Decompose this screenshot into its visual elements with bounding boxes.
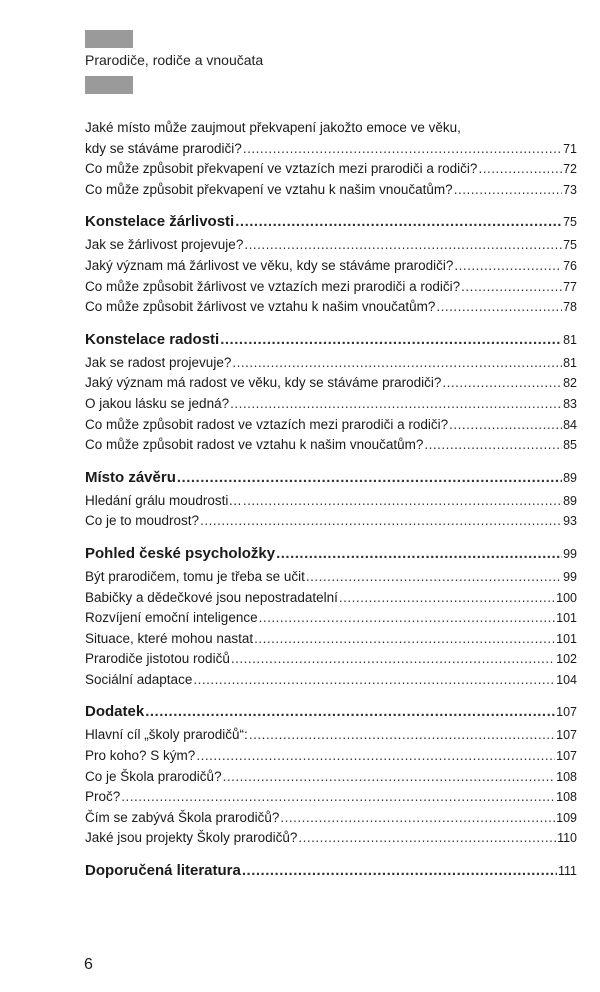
toc-section [85,860,577,882]
toc-entry[interactable] [85,297,577,318]
toc-entry-title-line1: Jaké místo může zaujmout překvapení jakožto emoce ve věku, [85,120,461,135]
toc-entry-page: 101 [556,631,577,646]
toc-entry-title: Co může způsobit překvapení ve vztazích mezi prarodiči a rodiči? [85,161,478,177]
toc-entry-page: 102 [556,652,577,667]
toc-leader-dots [121,787,555,808]
toc-leader-dots [254,629,555,650]
toc-entry-page: 110 [557,831,577,846]
toc-leader-dots [339,588,555,609]
toc-entry-title: Co může způsobit žárlivost ve vztahu k našim vnoučatům? [85,299,436,315]
running-header: Prarodiče, rodiče a vnoučata [85,52,264,68]
toc-entry-title: Pro koho? S kým? [85,748,196,764]
section-page: 99 [563,546,577,561]
toc-entry-page: 83 [563,396,577,411]
toc-section [85,467,577,532]
toc-section [85,701,577,849]
toc-entry-page: 71 [563,141,577,156]
toc-entry-page: 85 [563,438,577,453]
toc-sections [85,211,577,882]
header-bar-bottom [85,76,133,94]
toc-section [85,329,577,456]
toc-entry-title: Jak se radost projevuje? [85,354,232,370]
toc-entry-page: 82 [563,376,577,391]
toc-entry-title: Co může způsobit překvapení ve vztahu k našim vnoučatům? [85,181,453,197]
toc-entry-title: Jaký význam má radost ve věku, kdy se stáváme prarodiči? [85,375,442,391]
toc-entry-title: Prarodiče jistotou rodičů [85,651,230,667]
toc-leader-dots [249,725,555,746]
toc-leader-dots [276,543,562,565]
section-page: 75 [563,215,577,230]
toc-leader-dots [259,608,556,629]
toc-leader-dots [442,373,562,394]
toc-entry-page: 104 [556,672,577,687]
toc-entry[interactable] [85,629,577,650]
toc-section [85,211,577,317]
toc-entry-title: Být prarodičem, tomu je třeba se učit [85,568,305,584]
toc-entry-page: 101 [556,611,577,626]
toc-leader-dots [235,211,562,233]
toc-entry-title: Proč? [85,789,121,805]
toc-leader-dots [196,746,555,767]
toc-entry-page: 108 [556,769,577,784]
toc-leader-dots [200,511,562,532]
toc-leader-dots [193,670,555,691]
toc-entry[interactable] [85,567,577,588]
toc-entry-page: 107 [556,728,577,743]
toc-entry[interactable] [85,256,577,277]
toc-leader-dots [223,767,556,788]
toc-leader-dots [436,297,562,318]
toc-entry[interactable] [85,649,577,670]
intro-items [85,159,577,200]
toc-entry[interactable] [85,180,577,201]
toc-leader-dots [478,159,562,180]
toc-entry[interactable] [85,491,577,512]
toc-entry-page: 107 [556,749,577,764]
toc-leader-dots [424,435,562,456]
toc-entry-page: 72 [563,162,577,177]
toc-entry-page: 78 [563,300,577,315]
toc-entry-page: 76 [563,258,577,273]
toc-entry-title: Co může způsobit radost ve vztahu k našim vnoučatům? [85,437,424,453]
toc-entry-page: 93 [563,514,577,529]
toc-entry[interactable] [85,670,577,691]
toc-leader-dots [244,235,562,256]
toc-entry-page: 75 [563,238,577,253]
toc-entry[interactable] [85,511,577,532]
toc-entry-title: Co je to moudrost? [85,513,200,529]
toc-entry-page: 109 [556,810,577,825]
toc-leader-dots [243,139,562,160]
section-title: Konstelace radosti [85,330,220,348]
toc-entry[interactable] [85,608,577,629]
section-title: Pohled české psycholožky [85,544,276,562]
toc-entry-title: Co může způsobit radost ve vztazích mezi prarodiči a rodiči? [85,416,449,432]
toc-entry-page: 77 [563,279,577,294]
toc-entry-page: 108 [556,790,577,805]
toc-entry-page: 84 [563,417,577,432]
toc-entry-title: Co je Škola prarodičů? [85,768,222,784]
toc-leader-dots [177,467,562,489]
toc-entry-page: 89 [563,493,577,508]
toc-entry-title: Co může způsobit žárlivost ve vztazích mezi prarodiči a rodiči? [85,278,461,294]
toc-entry[interactable] [85,394,577,415]
toc-entry-title: Jaký význam má žárlivost ve věku, kdy se stáváme prarodiči? [85,257,454,273]
toc-section-heading[interactable] [85,211,577,233]
toc-entry[interactable] [85,415,577,436]
toc-entry[interactable] [85,353,577,374]
toc-entry[interactable] [85,725,577,746]
toc-entry-title: Sociální adaptace [85,671,193,687]
toc-entry[interactable] [85,588,577,609]
toc-entry[interactable] [85,828,577,849]
toc-entry-title: Rozvíjení emoční inteligence [85,610,258,626]
section-page: 89 [563,470,577,485]
toc-entry[interactable] [85,277,577,298]
toc-leader-dots [242,860,557,882]
section-title: Konstelace žárlivosti [85,213,235,231]
toc-entry[interactable] [85,746,577,767]
toc-entry-title: O jakou lásku se jedná? [85,395,230,411]
toc-entry[interactable] [85,118,577,159]
toc-entry-title: Babičky a dědečkové jsou nepostradatelní [85,589,338,605]
toc-leader-dots [298,828,556,849]
toc-leader-dots [449,415,562,436]
header-bar-top [85,30,133,48]
toc-entry-page: 81 [563,355,577,370]
toc-entry-title: Hledání grálu moudrosti… [85,492,242,508]
toc-entry-title-line2: kdy se stáváme prarodiči? [85,140,242,156]
toc-entry-title: Hlavní cíl „školy prarodičů“: [85,727,248,743]
section-page: 107 [556,705,577,720]
toc-section-heading[interactable] [85,860,577,882]
toc-entry[interactable] [85,159,577,180]
toc-entry-page: 99 [563,569,577,584]
toc-entry-page: 100 [556,590,577,605]
toc-leader-dots [243,491,562,512]
toc-entry[interactable] [85,787,577,808]
toc-entry[interactable] [85,373,577,394]
toc-entry-title: Situace, které mohou nastat [85,630,254,646]
toc-entry[interactable] [85,435,577,456]
toc-leader-dots [231,649,555,670]
section-page: 111 [557,864,577,879]
toc-entry-title: Jak se žárlivost projevuje? [85,237,244,253]
toc-leader-dots [230,394,562,415]
toc-section [85,543,577,691]
toc-leader-dots [454,180,562,201]
toc-leader-dots [220,329,562,351]
toc-entry-page: 73 [563,182,577,197]
table-of-contents [85,118,577,884]
page-number: 6 [84,956,93,973]
section-title: Doporučená literatura [85,862,241,880]
toc-section-heading[interactable] [85,329,577,351]
toc-entry[interactable] [85,767,577,788]
toc-section-heading[interactable] [85,543,577,565]
section-title: Dodatek [85,703,145,721]
toc-leader-dots [232,353,562,374]
toc-entry[interactable] [85,235,577,256]
toc-entry[interactable] [85,808,577,829]
toc-leader-dots [280,808,555,829]
toc-leader-dots [306,567,562,588]
toc-leader-dots [461,277,562,298]
toc-entry-title: Jaké jsou projekty Školy prarodičů? [85,830,298,846]
section-title: Místo závěru [85,468,176,486]
toc-leader-dots [145,701,555,723]
section-page: 81 [563,332,577,347]
toc-section-heading[interactable] [85,467,577,489]
toc-entry-title: Čím se zabývá Škola prarodičů? [85,809,280,825]
toc-leader-dots [454,256,562,277]
toc-section-heading[interactable] [85,701,577,723]
